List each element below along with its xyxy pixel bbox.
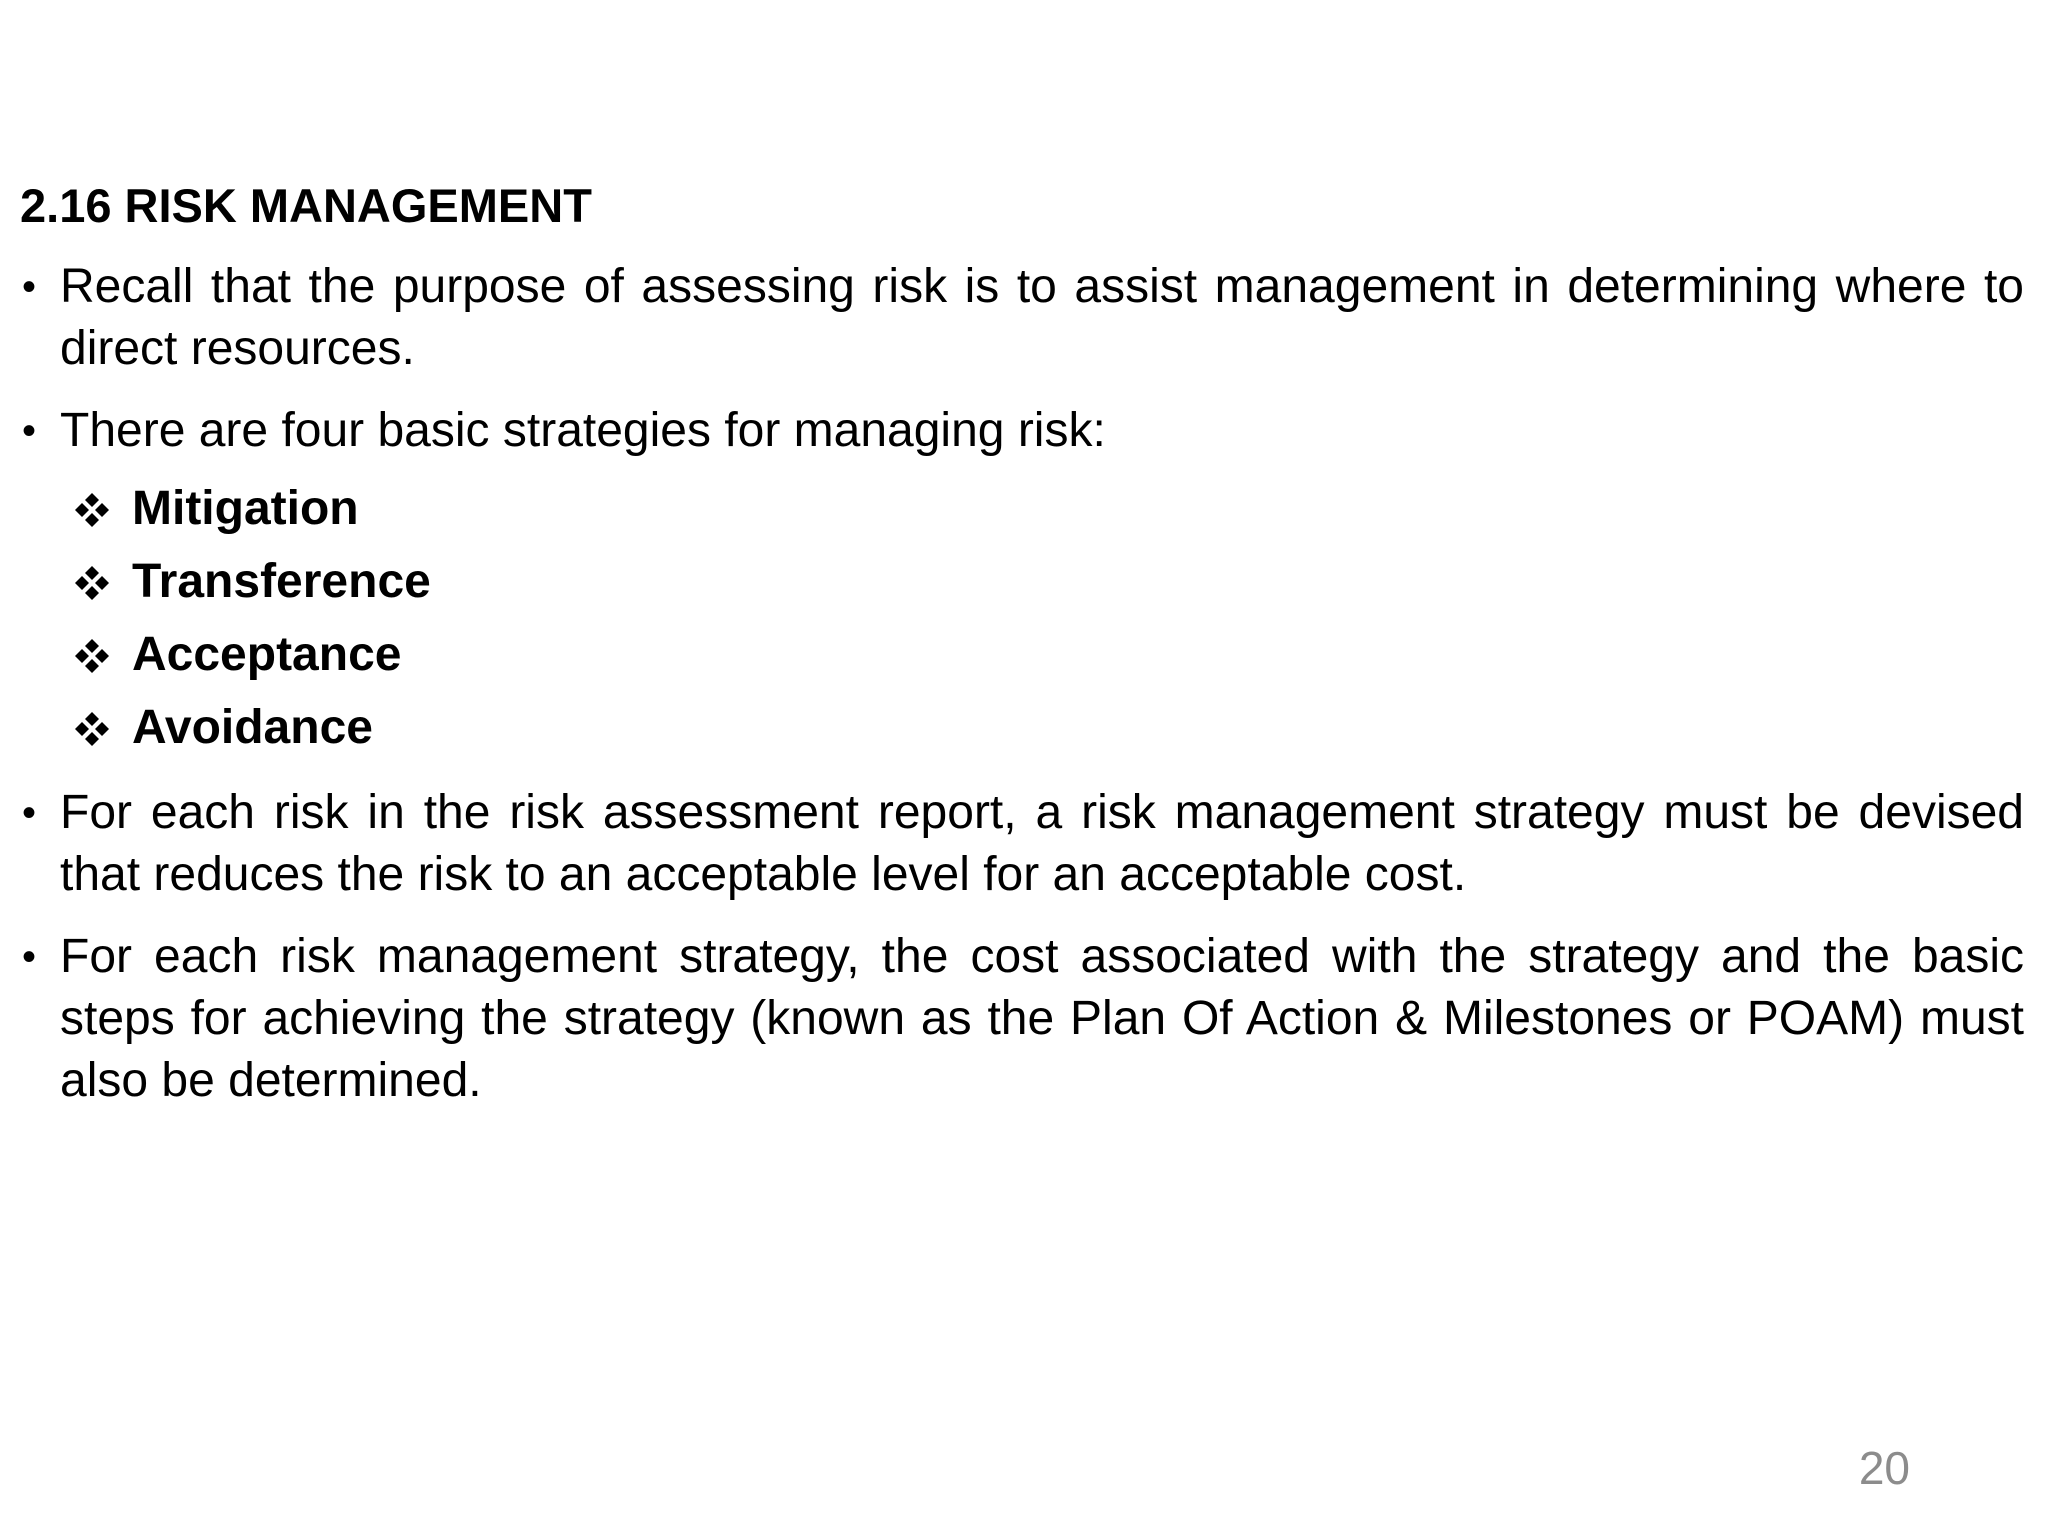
bullet-item: [22, 400, 2024, 462]
slide-content: [22, 256, 2024, 1132]
slide-title: 2.16 RISK MANAGEMENT: [20, 179, 592, 232]
strategy-item: [22, 691, 2024, 764]
four-diamond-ornament-icon: [74, 638, 110, 674]
bullet-text: Recall that the purpose of assessing risk is to assist management in determining where to direct resources.: [60, 260, 2024, 375]
strategy-label: Transference: [132, 555, 431, 608]
strategy-item: [22, 545, 2024, 618]
four-diamond-ornament-icon: [74, 711, 110, 747]
four-diamond-ornament-icon: [74, 492, 110, 528]
bullet-item: [22, 926, 2024, 1112]
bullet-icon: •: [22, 935, 37, 979]
bullet-text: There are four basic strategies for managing risk:: [60, 404, 1106, 457]
bullet-icon: •: [22, 265, 37, 309]
strategy-label: Avoidance: [132, 701, 373, 754]
four-diamond-ornament-icon: [74, 565, 110, 601]
bullet-text: For each risk in the risk assessment report, a risk management strategy must be devised that reduces the risk to an acceptable level for an acceptable cost.: [60, 786, 2024, 901]
strategy-list: [22, 472, 2024, 764]
strategy-item: [22, 618, 2024, 691]
bullet-item: [22, 256, 2024, 380]
bullet-text: For each risk management strategy, the cost associated with the strategy and the basic steps for achieving the strategy (known as the Plan Of Action & Milestones or POAM) must also be determined.: [60, 930, 2024, 1107]
strategy-item: [22, 472, 2024, 545]
page-number: 20: [1858, 1442, 1910, 1494]
strategy-label: Acceptance: [132, 628, 402, 681]
bullet-item: [22, 782, 2024, 906]
bullet-icon: •: [22, 791, 37, 835]
strategy-label: Mitigation: [132, 482, 359, 535]
bullet-icon: •: [22, 409, 37, 453]
